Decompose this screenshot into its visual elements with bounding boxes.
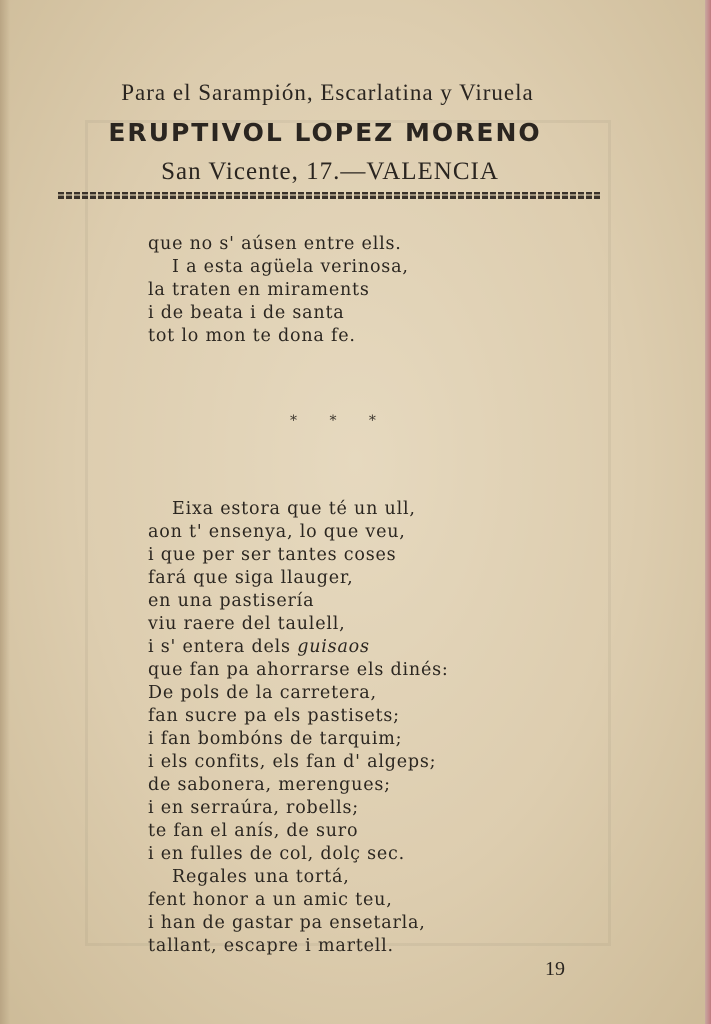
poem-line: i els confits, els fan d' algeps; (148, 752, 437, 772)
poem-line (148, 636, 648, 659)
poem-line: tot lo mon te dona fe. (148, 326, 356, 346)
advertisement-product-name: ERUPTIVOL LOPEZ MORENO (108, 118, 542, 147)
page-right-edge (705, 0, 711, 1024)
page-left-edge (0, 0, 10, 1024)
poem-line: que fan pa ahorrarse els dinés: (148, 660, 449, 680)
poem-line: Eixa estora que té un ull, (172, 499, 416, 519)
poem-line: fent honor a un amic teu, (148, 890, 393, 910)
poem-italic-word: guisaos (297, 637, 370, 657)
stanza-separator: * * * (290, 413, 390, 429)
poem-line: i en fulles de col, dolç sec. (148, 844, 405, 864)
poem-line: fará que siga llauger, (148, 568, 354, 588)
poem-line: te fan el anís, de suro (148, 821, 359, 841)
poem-line: i que per ser tantes coses (148, 545, 397, 565)
poem-line: I a esta agüela verinosa, (172, 257, 409, 277)
poem-stanza-2 (148, 498, 648, 958)
poem-line: fan sucre pa els pastisets; (148, 706, 400, 726)
poem-line: i fan bombóns de tarquim; (148, 729, 403, 749)
advertisement-tagline: Para el Sarampión, Escarlatina y Viruela (121, 80, 534, 105)
poem-line: i en serraúra, robells; (148, 798, 359, 818)
ornamental-divider (58, 192, 601, 199)
poem-line: De pols de la carretera, (148, 683, 377, 703)
poem-line: la traten en miraments (148, 280, 370, 300)
poem-line: que no s' aúsen entre ells. (148, 234, 402, 254)
poem-line: tallant, escapre i martell. (148, 936, 394, 956)
page-number: 19 (545, 958, 565, 980)
poem-stanza-1 (148, 233, 648, 348)
advertisement-address: San Vicente, 17.—VALENCIA (161, 158, 499, 185)
poem-line: en una pastisería (148, 591, 315, 611)
poem-line: de sabonera, merengues; (148, 775, 391, 795)
poem-line: aon t' ensenya, lo que veu, (148, 522, 406, 542)
poem-line: Regales una tortá, (172, 867, 350, 887)
poem-line-text: i s' entera dels (148, 637, 291, 657)
poem-line: i han de gastar pa ensetarla, (148, 913, 426, 933)
poem-line: viu raere del taulell, (148, 614, 346, 634)
poem-line: i de beata i de santa (148, 303, 345, 323)
